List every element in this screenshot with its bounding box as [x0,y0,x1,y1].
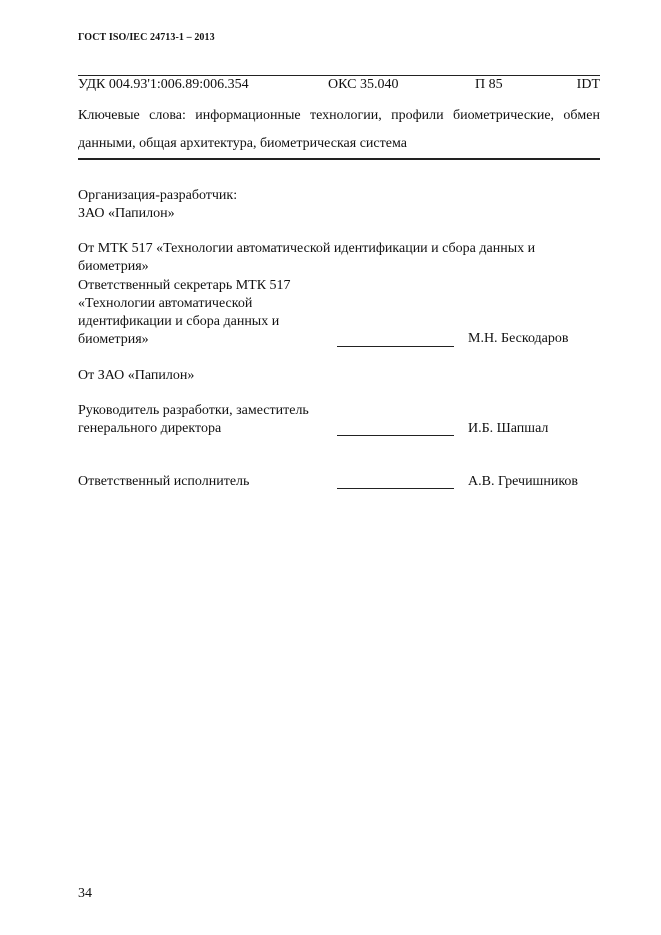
executor-role: Ответственный исполнитель [78,474,250,489]
signature-line [337,346,454,347]
idt-label: IDT [576,77,600,92]
signature-line [337,488,454,489]
developer-name: ЗАО «Папилон» [78,206,175,221]
bottom-divider [78,158,600,160]
zao-from-line: От ЗАО «Папилон» [78,368,195,383]
mtk-secretary-role: Ответственный секретарь МТК 517 «Технологии автоматической идентификации и сбора данных и биометрия» [78,278,291,347]
standard-code: ГОСТ ISO/IEC 24713-1 – 2013 [78,32,215,43]
udk-code: УДК 004.93'1:006.89:006.354 [78,77,249,92]
mtk-from-line: От МТК 517 «Технологии автоматической идентификации и сбора данных и биометрия» [78,241,536,274]
mtk-signatory-name: М.Н. Бескодаров [468,331,569,346]
top-divider [78,75,600,76]
signature-line [337,435,454,436]
head-signatory-name: И.Б. Шапшал [468,421,549,436]
developer-label: Организация-разработчик: [78,188,238,203]
keywords-paragraph: Ключевые слова: информационные технологии, профили биометрические, обмен данными, общая архитектура, биометрическая система [78,108,600,151]
head-role: Руководитель разработки, заместитель генерального директора [78,403,309,436]
classification-row [78,77,600,95]
executor-signatory-name: А.В. Гречишников [468,474,579,489]
page-number: 34 [78,886,92,901]
oks-code: ОКС 35.040 [328,77,399,92]
p-code: П 85 [475,77,503,92]
